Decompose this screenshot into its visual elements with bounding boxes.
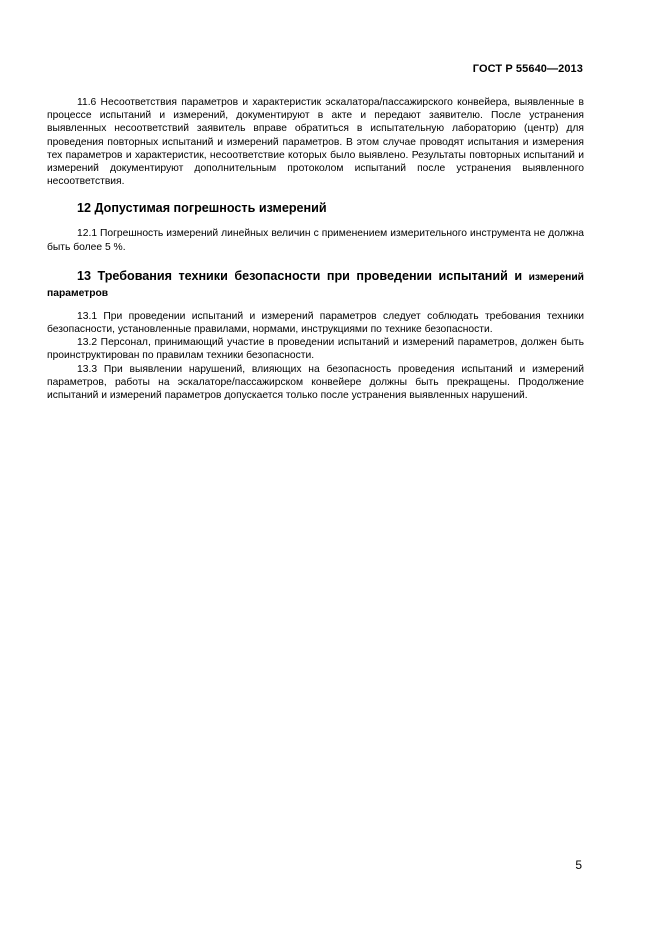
paragraph-13-2: 13.2 Персонал, принимающий участие в проведении испытаний и измерений параметров, должен быть проинструктирован по правилам техники безопасности. (47, 337, 584, 362)
page-content (47, 96, 584, 402)
section-13-heading (47, 269, 584, 301)
document-code-header: ГОСТ Р 55640—2013 (472, 63, 583, 75)
section-12-heading: 12 Допустимая погрешность измерений (77, 201, 327, 216)
section-13-heading-line2: измерений параметров (47, 271, 585, 299)
paragraph-13-1: 13.1 При проведении испытаний и измерений параметров следует соблюдать требования техники безопасности, установленные правилами, нормами, инструкциями по технике безопасности. (47, 310, 584, 336)
section-13-heading-line1: 13 Требования техники безопасности при проведении испытаний и (77, 268, 523, 283)
paragraph-13-3: 13.3 При выявлении нарушений, влияющих на безопасность проведения испытаний и измерений параметров, работы на эскалаторе/пассажирском конвейере должны быть прекращены. Продолжение испытаний и измерений параметров допускается только после устранения выявленных нарушений. (47, 363, 584, 402)
paragraph-11-6: 11.6 Несоответствия параметров и характеристик эскалатора/пассажирского конвейера, выявленные в процессе испытаний и измерений, документируют в акте и передают заявителю. После устранения выявленных несоответствий заявитель вправе обратиться в испытательную лабораторию (центр) для проведения повторных испытаний и измерений параметров. В этом случае проводят испытания и измерения тех параметров и характеристик, несоответствие которых было выявлено. Результаты повторных испытаний и измерений документируют дополнительным протоколом испытаний после устранения выявленного несоответствия. (47, 97, 584, 188)
paragraph-12-1: 12.1 Погрешность измерений линейных величин с применением измерительного инструмента не должна быть более 5 %. (47, 228, 584, 253)
page-number: 5 (575, 858, 582, 872)
